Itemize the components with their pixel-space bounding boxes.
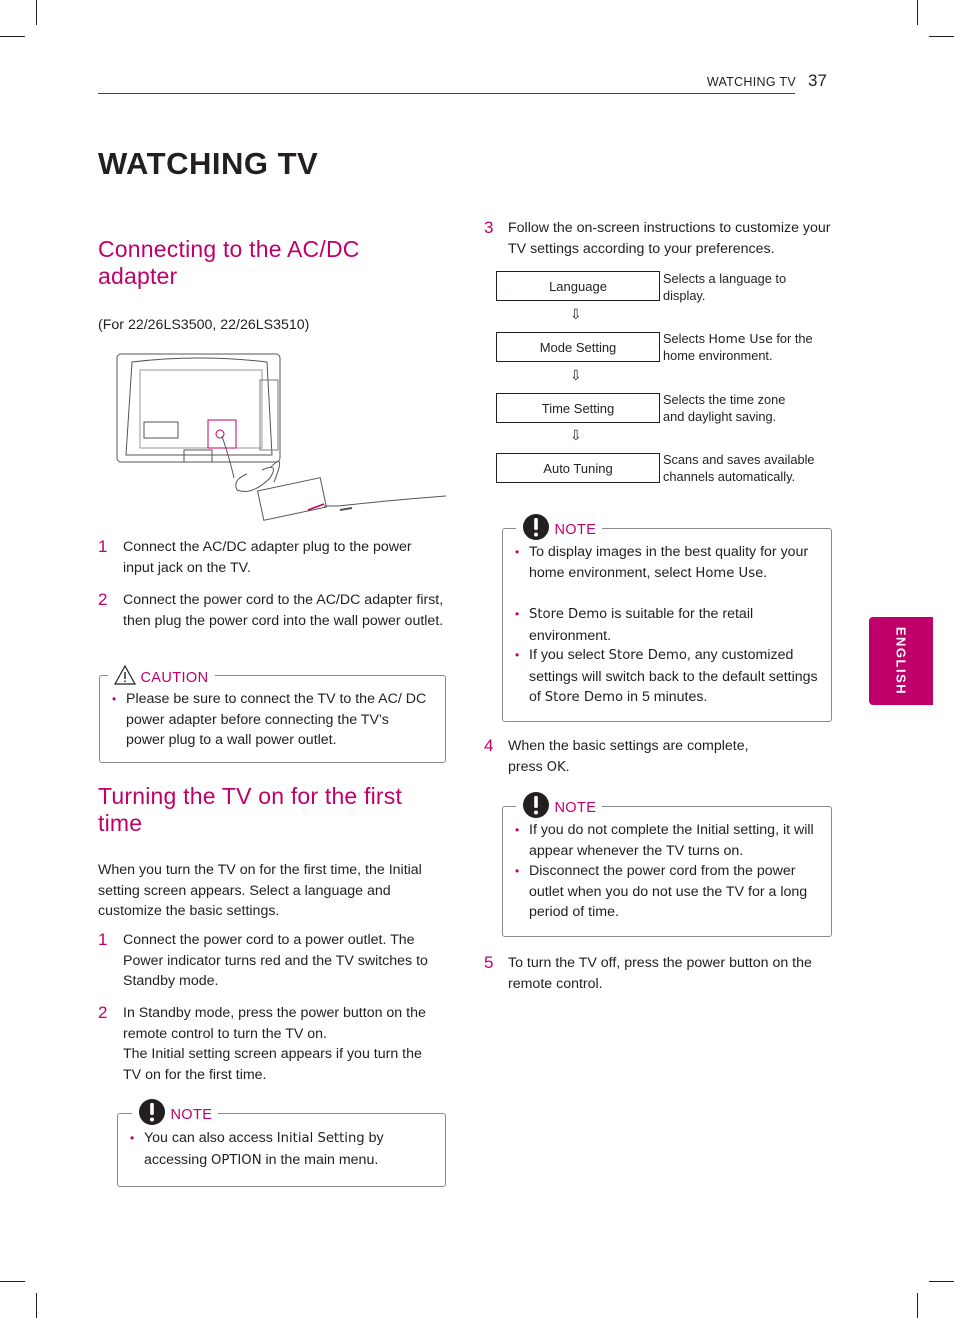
caution-text: Please be sure to connect the TV to the AC/ DC power adapter before connecting the TV’s power plug to a wall power outlet.	[126, 691, 427, 748]
step-text	[508, 736, 783, 778]
page-number: 37	[808, 71, 827, 90]
step-number: 4	[484, 736, 494, 755]
flow-arrow: ⇩	[570, 306, 582, 322]
header-rule	[98, 93, 795, 94]
bullet-dot: •	[112, 692, 117, 706]
crop-mark	[0, 1281, 25, 1282]
note-bullet	[515, 861, 821, 923]
step-text: Connect the AC/DC adapter plug to the power input jack on the TV.	[123, 539, 412, 576]
step-text-part: .	[565, 758, 570, 775]
flow-arrow: ⇩	[570, 427, 582, 443]
running-header: WATCHING TV	[706, 75, 796, 89]
note-text: , any customized settings will switch back to the default settings of	[529, 647, 818, 705]
note-text: by accessing	[144, 1130, 384, 1168]
menu-term: Store Demo	[529, 607, 608, 622]
step-number: 2	[98, 1003, 108, 1022]
step-text: Connect the power cord to a power outlet. The Power indicator turns red and the TV switches to Standby mode.	[123, 932, 428, 989]
crop-mark	[36, 0, 37, 25]
note-text: To display images in the best quality for your home environment, select	[529, 544, 809, 581]
step-text: Connect the power cord to the AC/DC adapter first, then plug the power cord into the wall power outlet.	[123, 592, 444, 629]
note-bullet	[515, 645, 821, 709]
bullet-dot: •	[515, 607, 520, 621]
note-bullet	[515, 542, 817, 584]
note-text: in 5 minutes.	[623, 689, 708, 705]
note-heading	[516, 791, 602, 819]
crop-mark	[36, 1293, 37, 1318]
menu-term: OPTION	[211, 1152, 262, 1168]
section-title-first-time: Turning the TV on for the first time	[98, 783, 403, 836]
step-text-part: When the basic settings are complete, press	[508, 738, 749, 775]
flow-step-time-setting: Time Setting	[496, 393, 660, 423]
flow-step-language: Language	[496, 271, 660, 301]
tv-adapter-illustration	[112, 350, 448, 526]
flow-arrow: ⇩	[570, 367, 582, 383]
note-label: NOTE	[170, 1107, 213, 1123]
note-text: is suitable for the retail environment.	[529, 606, 754, 644]
flow-desc-text: for the home environment.	[663, 331, 813, 363]
crop-mark	[917, 1293, 918, 1318]
note-text: If you do not complete the Initial setting, it will appear whenever the TV turns on.	[529, 822, 814, 859]
note-bullet	[515, 820, 817, 861]
flow-step-mode-setting: Mode Setting	[496, 332, 660, 362]
menu-term: Store Demo	[544, 690, 624, 705]
section-intro: When you turn the TV on for the first time, the Initial setting screen appears. Select a language and customize the basic settings.	[98, 862, 422, 919]
flow-description: Scans and saves available channels automatically.	[663, 452, 815, 484]
flow-step-auto-tuning: Auto Tuning	[496, 453, 660, 483]
note-label: NOTE	[554, 522, 597, 538]
note-heading	[516, 513, 602, 541]
bullet-dot: •	[515, 648, 520, 662]
language-tab-label: ENGLISH	[893, 626, 909, 696]
bullet-dot: •	[515, 545, 520, 559]
menu-term: Initial Setting	[276, 1131, 365, 1146]
model-note: (For 22/26LS3500, 22/26LS3510)	[98, 317, 310, 333]
note-heading	[132, 1098, 218, 1126]
flow-desc-text: Selects	[663, 331, 709, 346]
exclamation-icon	[522, 513, 550, 541]
caution-icon	[114, 665, 136, 685]
button-term: OK	[546, 759, 566, 775]
step-number: 5	[484, 953, 494, 972]
exclamation-icon	[522, 791, 550, 819]
note-bullet	[515, 604, 817, 646]
menu-term: Home Use	[695, 565, 764, 581]
language-tab	[869, 617, 933, 705]
caution-heading	[108, 665, 215, 686]
crop-mark	[0, 36, 25, 37]
bullet-dot: •	[515, 823, 520, 837]
exclamation-icon	[138, 1098, 166, 1126]
note-bullet	[130, 1128, 434, 1171]
flow-description: Selects a language to display.	[663, 271, 787, 303]
step-number: 1	[98, 537, 108, 556]
step-number: 2	[98, 590, 108, 609]
crop-mark	[929, 1281, 954, 1282]
note-text: .	[763, 564, 768, 581]
page-title: WATCHING TV	[98, 146, 319, 181]
note-text: in the main menu.	[261, 1151, 379, 1168]
bullet-dot: •	[130, 1131, 135, 1145]
step-number: 1	[98, 930, 108, 949]
note-text: You can also access	[144, 1130, 277, 1146]
menu-term: Home Use	[708, 331, 773, 346]
step-text: Follow the on-screen instructions to customize your TV settings according to your preferences.	[508, 220, 831, 257]
step-text	[123, 1003, 438, 1085]
flow-description: Selects the time zone and daylight saving.	[663, 392, 786, 424]
caution-label: CAUTION	[140, 670, 209, 686]
menu-term: Store Demo	[608, 648, 687, 663]
step-number: 3	[484, 218, 494, 237]
flow-description	[663, 331, 818, 364]
step-text-line: The Initial setting screen appears if you turn the TV on for the first time.	[123, 1046, 422, 1083]
note-text: If you select	[529, 647, 609, 663]
note-text: Disconnect the power cord from the power outlet when you do not use the TV for a long period of time.	[529, 863, 808, 920]
caution-bullet	[112, 689, 431, 751]
note-label: NOTE	[554, 800, 597, 816]
section-title-ac-dc: Connecting to the AC/DC adapter	[98, 236, 360, 289]
crop-mark	[929, 36, 954, 37]
bullet-dot: •	[515, 864, 520, 878]
crop-mark	[917, 0, 918, 25]
step-text: To turn the TV off, press the power button on the remote control.	[508, 955, 812, 992]
step-text-line: In Standby mode, press the power button on the remote control to turn the TV on.	[123, 1005, 426, 1042]
